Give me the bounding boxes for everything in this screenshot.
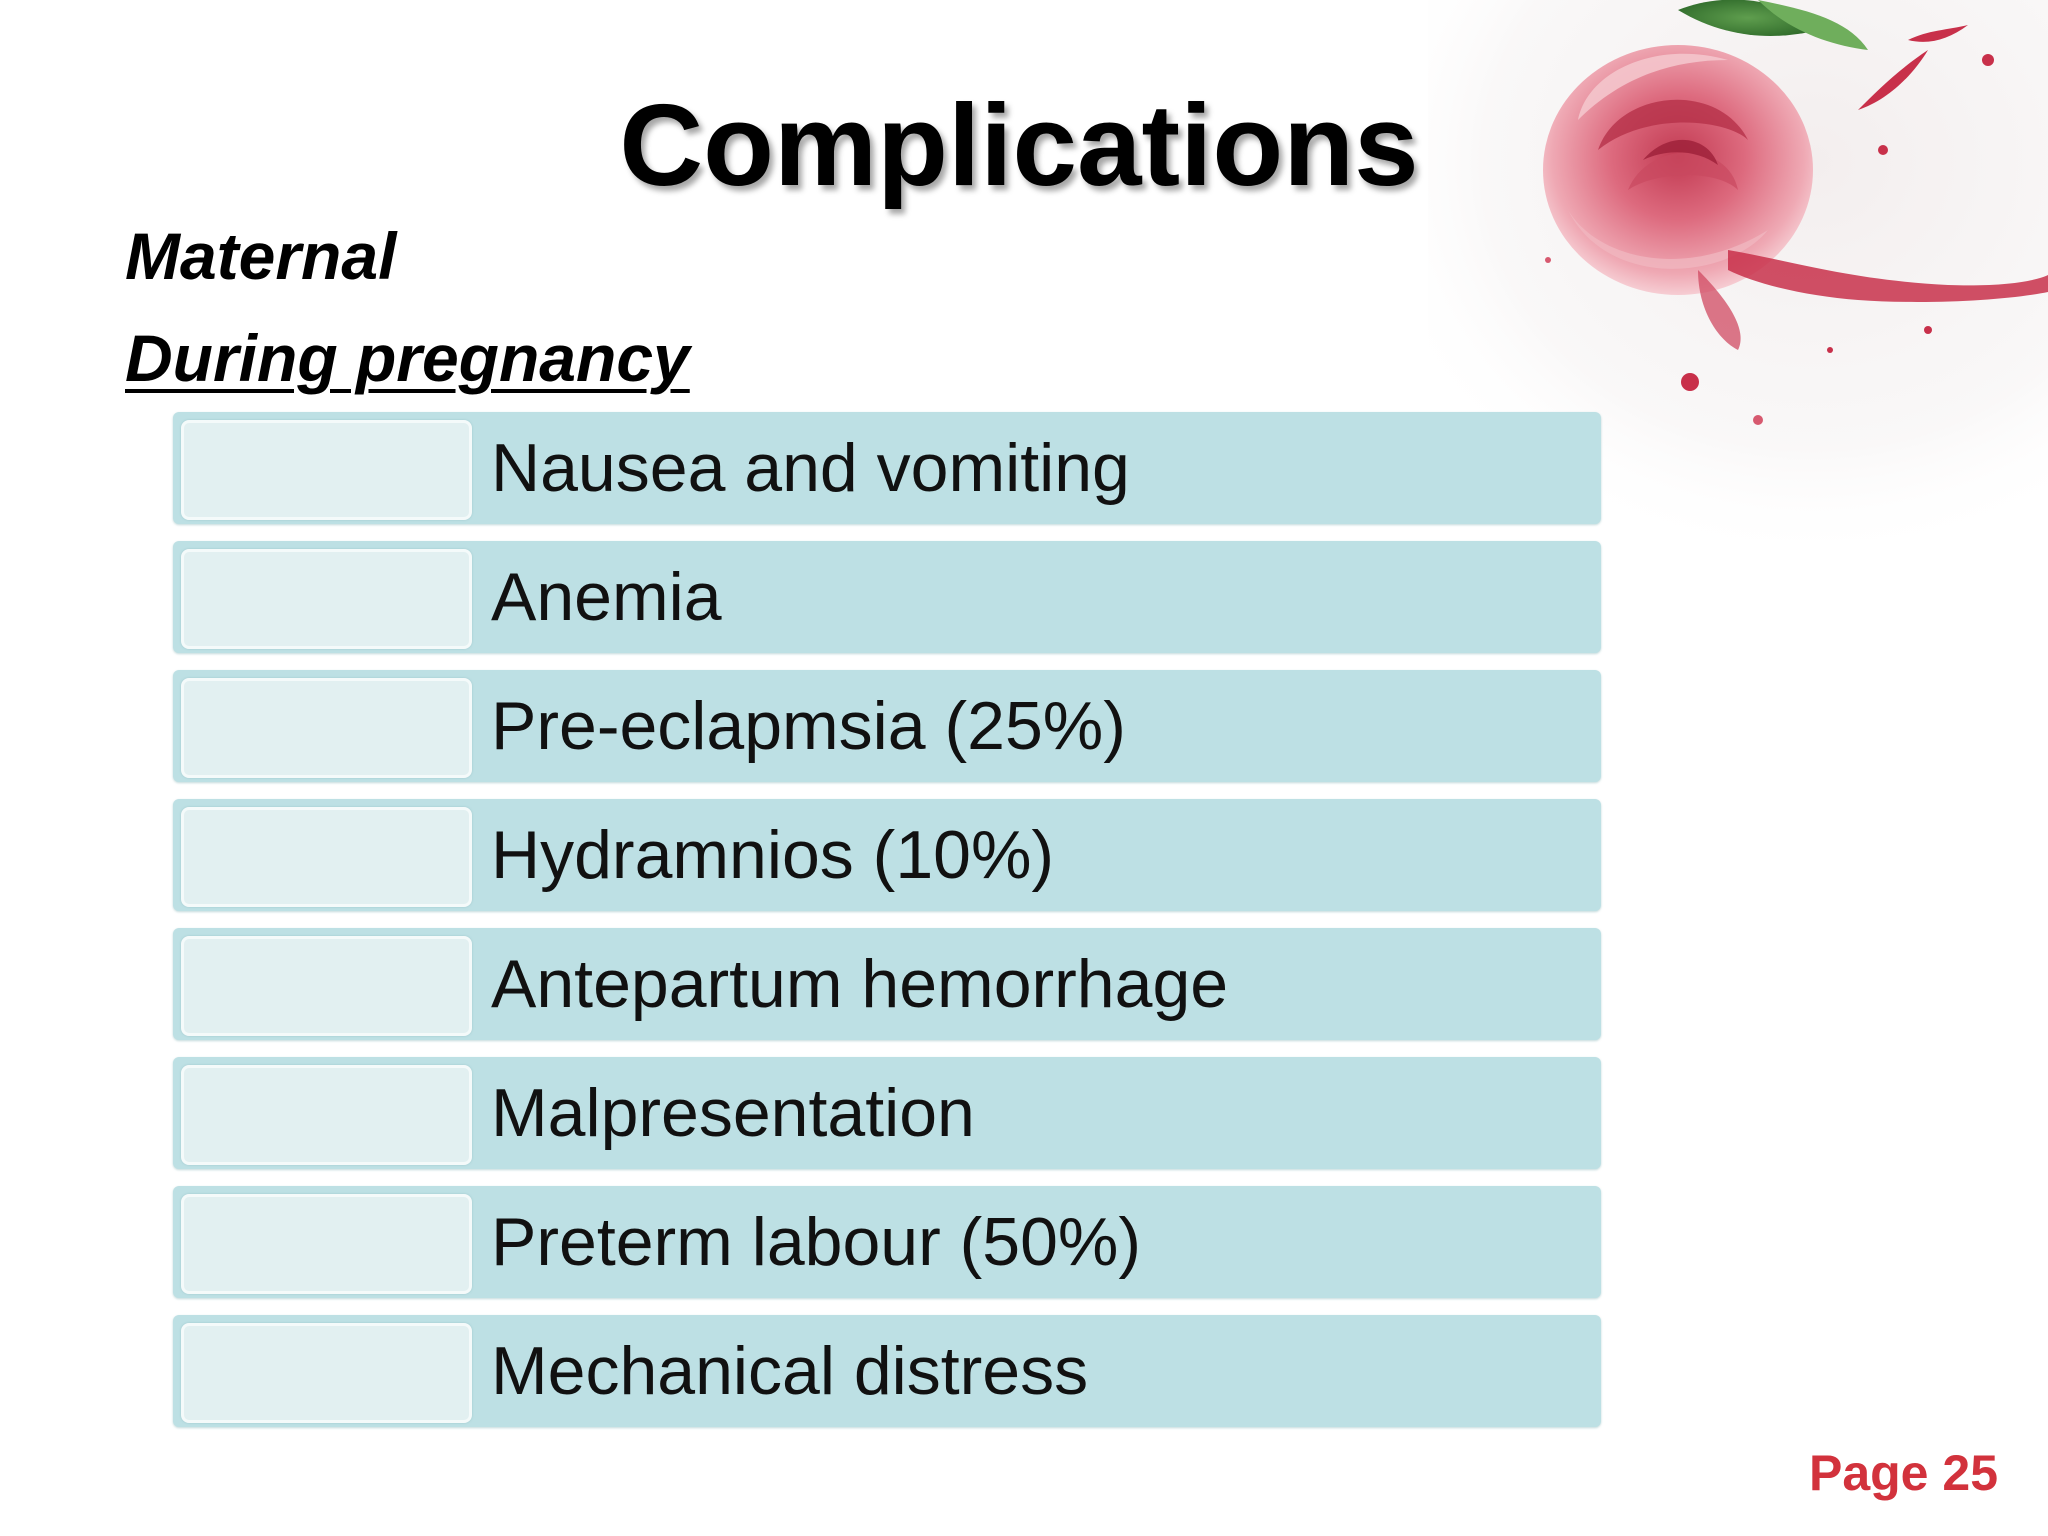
list-item-label: Pre-eclapmsia (25%) <box>491 688 1126 764</box>
list-item-tab <box>181 936 472 1036</box>
list-item-tab <box>181 1065 472 1165</box>
list-item-label: Antepartum hemorrhage <box>491 946 1229 1022</box>
list-item <box>173 928 1601 1040</box>
list-item-label: Malpresentation <box>491 1075 975 1151</box>
list-item <box>173 541 1601 653</box>
list-item-label: Nausea and vomiting <box>491 430 1130 506</box>
list-item <box>173 1057 1601 1169</box>
list-item-tab <box>181 549 472 649</box>
list-item-tab <box>181 420 472 520</box>
list-item-tab <box>181 1323 472 1423</box>
maternal-heading: Maternal <box>125 219 397 293</box>
list-item-label: Mechanical distress <box>491 1333 1089 1409</box>
page-number: Page 25 <box>1808 1445 1998 1501</box>
slide-title-text: Complications <box>619 80 1419 210</box>
during-pregnancy-heading: During pregnancy <box>125 321 690 395</box>
list-item <box>173 799 1601 911</box>
list-item-tab <box>181 807 472 907</box>
slide-title <box>0 78 2048 212</box>
list-item-label: Hydramnios (10%) <box>491 817 1055 893</box>
list-item-tab <box>181 1194 472 1294</box>
list-item <box>173 1186 1601 1298</box>
list-item <box>173 670 1601 782</box>
list-item-label: Preterm labour (50%) <box>491 1204 1142 1280</box>
complications-list <box>173 412 1601 1444</box>
list-item <box>173 1315 1601 1427</box>
list-item-label: Anemia <box>491 559 722 635</box>
list-item-tab <box>181 678 472 778</box>
list-item <box>173 412 1601 524</box>
